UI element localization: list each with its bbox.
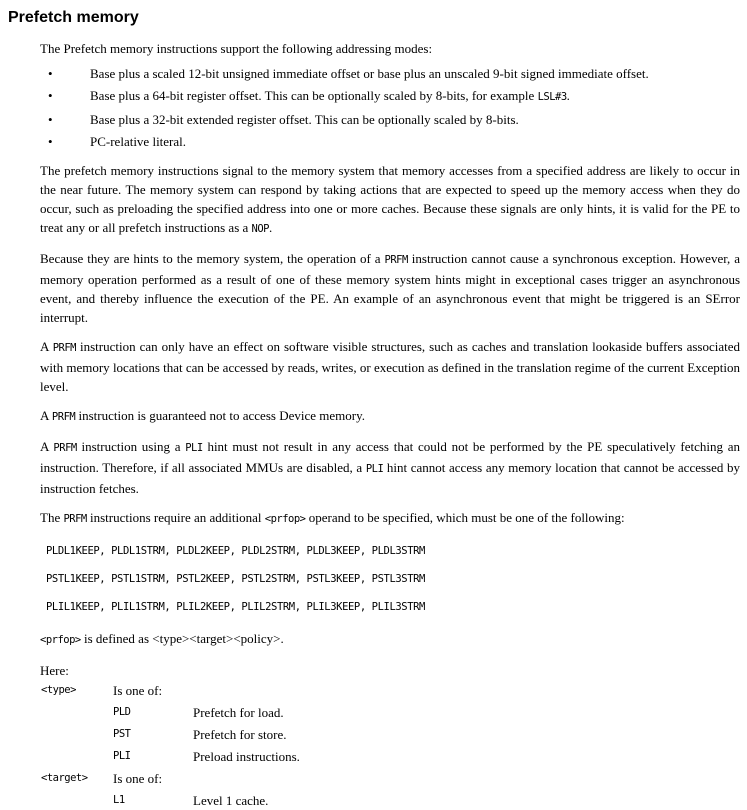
definition-term: <type> [41, 684, 76, 696]
sub-definition-term: PST [113, 728, 131, 740]
body-paragraphs [40, 161, 740, 529]
sub-definition-desc: Prefetch for load. [193, 705, 284, 720]
inline-code: <prfop> [264, 513, 306, 525]
body-paragraph [40, 437, 740, 498]
inline-code: <prfop> [40, 634, 81, 646]
text-run: instruction using a [76, 439, 186, 454]
text-run: A [40, 339, 53, 354]
text-run: Base plus a scaled 12-bit unsigned immediate offset or base plus an unscaled 9-bit signed immediate offset. [90, 66, 649, 81]
definition-row [41, 769, 740, 788]
bullet-marker: • [48, 66, 53, 81]
text-run: instruction is guaranteed not to access Device memory. [75, 408, 365, 423]
list-item [40, 64, 740, 83]
text-run: The [40, 510, 64, 525]
definition-term: <target> [41, 772, 88, 784]
bullet-marker: • [48, 88, 53, 103]
sub-definition-desc: Level 1 cache. [193, 793, 269, 808]
text-run: hint cannot access any memory location that cannot be accessed by instruction fetches. [40, 460, 740, 496]
list-item [40, 110, 740, 129]
sub-definition-term: PLD [113, 706, 131, 718]
text-run: A [40, 439, 54, 454]
inline-code: PLI [365, 463, 384, 475]
definition-row [41, 681, 740, 700]
inline-code: PRFM [63, 513, 87, 525]
prfop-definition-line [40, 629, 740, 650]
text-run: is defined as <type><target><policy>. [80, 631, 284, 646]
sub-definition-desc: Preload instructions. [193, 749, 300, 764]
page-content [40, 39, 740, 810]
sub-definition-row [41, 747, 740, 766]
inline-code: LSL#3 [537, 91, 567, 103]
body-paragraph [40, 406, 740, 427]
text-run: PC-relative literal. [90, 134, 187, 149]
text-run: Base plus a 64-bit register offset. This can be optionally scaled by 8-bits, for example [90, 88, 538, 103]
text-run: instruction can only have an effect on software visible structures, such as caches and translation lookaside buffers associated with memory locations that can be accessed by reads, writes, or execution as defined in the translation regime of the current Exception level. [40, 339, 740, 394]
text-run: A [40, 408, 52, 423]
sub-definition-term: PLI [113, 750, 131, 762]
bullet-marker: • [48, 134, 53, 149]
text-run: instruction cannot cause a synchronous exception. However, a memory operation performed as a result of one of these memory system hints might in exceptional cases trigger an asynchronous event, and thereby influence the execution of the PE. An example of an asynchronous event that might be triggered is an SError interrupt. [40, 251, 740, 325]
body-paragraph [40, 337, 740, 396]
addressing-modes-list [40, 64, 740, 151]
inline-code: PRFM [51, 411, 76, 423]
list-item [40, 132, 740, 151]
sub-definition-row [41, 725, 740, 744]
text-run: operand to be specified, which must be one of the following: [305, 510, 625, 525]
sub-definition-term: L1 [113, 794, 125, 806]
definition-desc: Is one of: [113, 683, 163, 698]
text-run: . [566, 88, 570, 103]
definition-list [41, 681, 740, 810]
code-line: PLDL1KEEP, PLDL1STRM, PLDL2KEEP, PLDL2STRM, PLDL3KEEP, PLDL3STRM [46, 545, 425, 557]
body-paragraph [40, 508, 740, 529]
code-line: PSTL1KEEP, PSTL1STRM, PSTL2KEEP, PSTL2STRM, PSTL3KEEP, PSTL3STRM [46, 573, 425, 585]
list-item [40, 86, 740, 107]
inline-code: NOP [251, 223, 269, 235]
code-line: PLIL1KEEP, PLIL1STRM, PLIL2KEEP, PLIL2STRM, PLIL3KEEP, PLIL3STRM [46, 601, 425, 613]
inline-code: PRFM [53, 442, 77, 454]
intro-paragraph: The Prefetch memory instructions support the following addressing modes: [40, 41, 433, 56]
page-title: Prefetch memory [8, 9, 139, 26]
prfop-options-code [46, 542, 740, 617]
sub-definition-desc: Prefetch for store. [193, 727, 287, 742]
body-paragraph [40, 249, 740, 327]
text-run: Because they are hints to the memory system, the operation of a [40, 251, 385, 266]
inline-code: PRFM [52, 342, 76, 354]
body-paragraph [40, 161, 740, 239]
inline-code: PLI [185, 442, 203, 454]
text-run: hint must not result in any access that could not be performed by the PE speculatively fetching an instruction. Therefore, if all associated MMUs are disabled, a [40, 439, 741, 475]
inline-code: PRFM [384, 254, 408, 266]
here-label: Here: [40, 663, 69, 678]
text-run: The prefetch memory instructions signal to the memory system that memory accesses from a specified address are likely to occur in the near future. The memory system can respond by taking actions that are expected to speed up the memory access when they do occur, such as preloading the specified address into one or more caches. Because these signals are only hints, it is valid for the PE to treat any or all prefetch instructions as a [40, 163, 740, 235]
text-run: Base plus a 32-bit extended register offset. This can be optionally scaled by 8-bits. [90, 112, 519, 127]
text-run: . [269, 220, 273, 235]
sub-definition-row [41, 703, 740, 722]
sub-definition-row [41, 791, 740, 810]
text-run: instructions require an additional [86, 510, 265, 525]
definition-desc: Is one of: [113, 771, 163, 786]
bullet-marker: • [48, 112, 53, 127]
